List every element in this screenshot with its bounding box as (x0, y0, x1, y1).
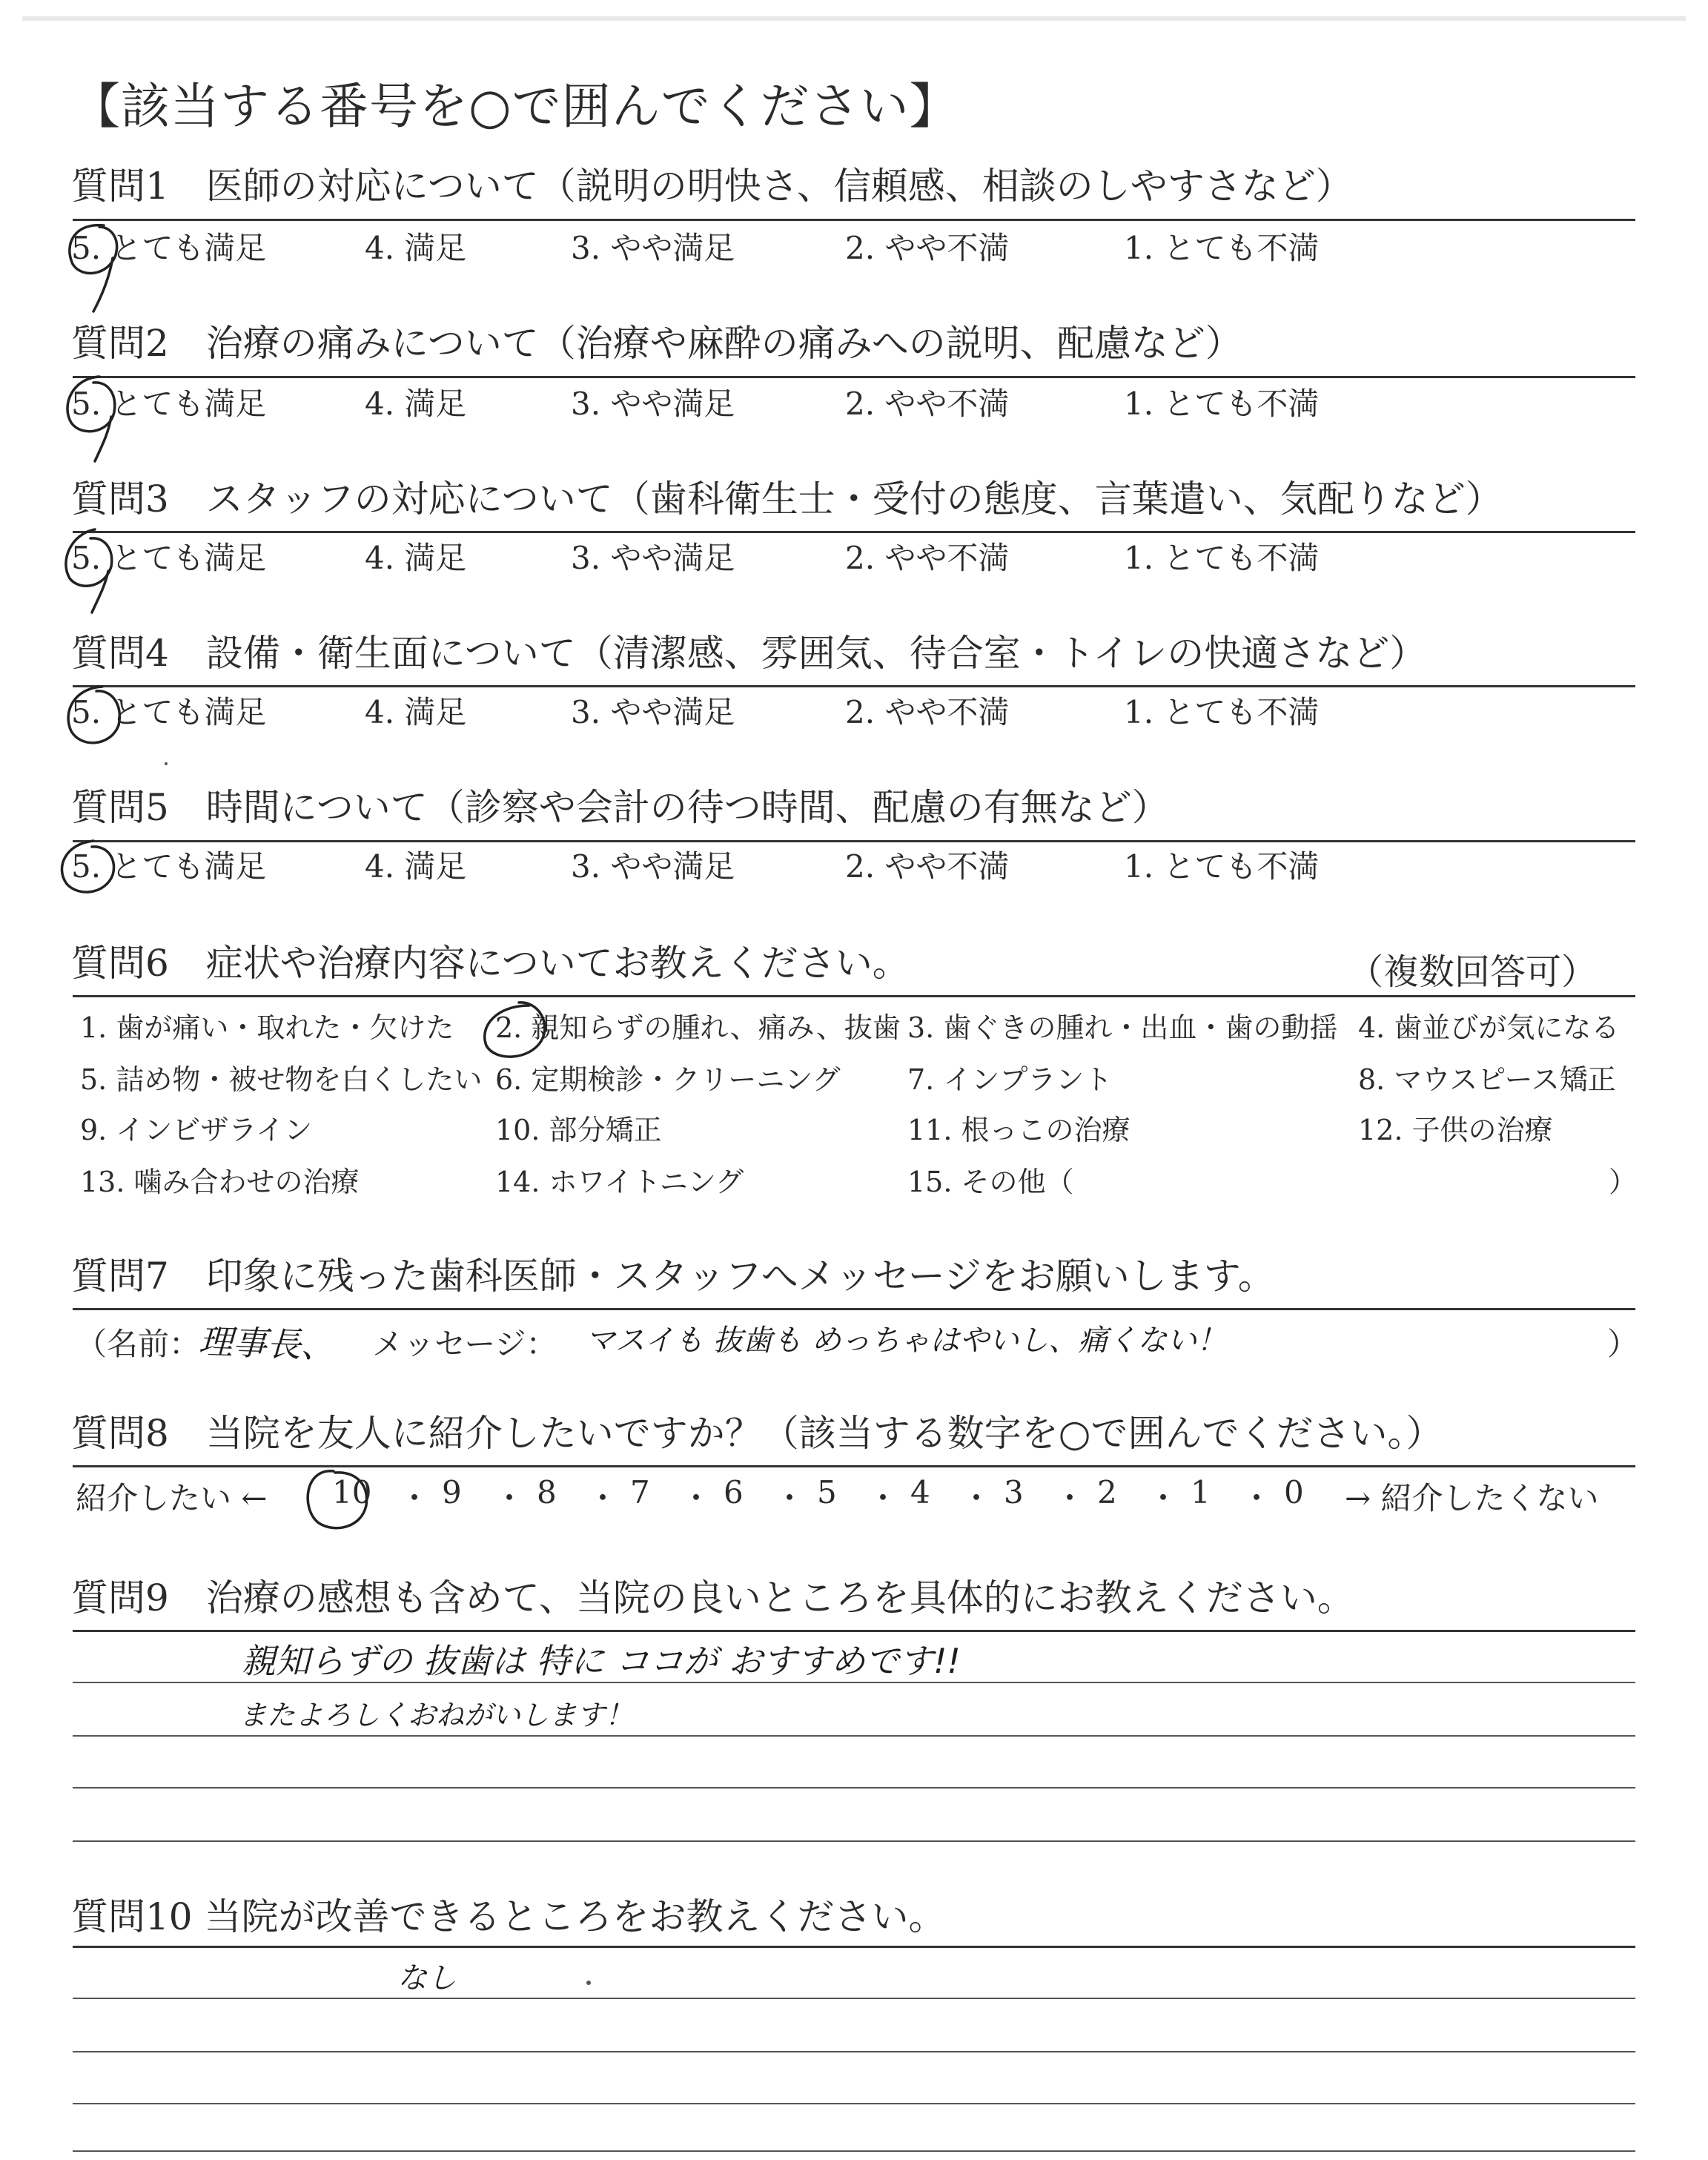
q8-right-label: → 紹介したくない (1345, 1480, 1599, 1516)
q8-dot: ・ (681, 1480, 712, 1516)
question-7-title: 質問7 印象に残った歯科医師・スタッフへメッセージをお願いします。 (71, 1255, 1275, 1298)
q6-item-15-close: ） (1609, 1166, 1638, 1198)
q7-message-label: メッセージ： (372, 1326, 557, 1362)
q1-option-5[interactable]: 5. とても満足 (71, 230, 267, 266)
q10-pen-dot (586, 1981, 591, 1985)
q2-option-2[interactable]: 2. やや不満 (845, 386, 1010, 422)
question-1-title: 質問1 医師の対応について（説明の明快さ、信頼感、相談のしやすさなど） (71, 165, 1353, 208)
q6-item-5[interactable]: 5. 詰め物・被せ物を白くしたい (80, 1063, 483, 1096)
q6-item-4[interactable]: 4. 歯並びが気になる (1358, 1011, 1620, 1044)
q2-option-3[interactable]: 3. やや満足 (571, 386, 735, 422)
q5-option-1[interactable]: 1. とても不満 (1124, 848, 1320, 885)
q8-dot: ・ (587, 1480, 619, 1516)
q3-option-3[interactable]: 3. やや満足 (571, 540, 735, 576)
q8-dot: ・ (774, 1480, 806, 1516)
q1-option-3[interactable]: 3. やや満足 (571, 230, 735, 266)
q2-option-4[interactable]: 4. 満足 (365, 386, 467, 422)
question-2-title: 質問2 治療の痛みについて（治療や麻酔の痛みへの説明、配慮など） (71, 322, 1242, 365)
question-2-rule (73, 376, 1635, 378)
question-9-rule (73, 1630, 1635, 1632)
question-6-title: 質問6 症状や治療内容についてお教えください。 (71, 942, 910, 985)
question-6-note: （複数回答可） (1347, 951, 1597, 993)
q8-scale-0[interactable]: 0 (1284, 1474, 1304, 1510)
q10-writing-line (73, 1998, 1635, 1999)
question-3-rule (73, 531, 1635, 533)
q3-option-4[interactable]: 4. 満足 (365, 540, 467, 576)
q7-message-handwriting: マスイも 抜歯も めっちゃはやいし、痛くない！ (586, 1324, 1227, 1358)
q6-item-8[interactable]: 8. マウスピース矯正 (1358, 1063, 1616, 1096)
q9-handwriting-line-2: またよろしくおねがいします！ (239, 1699, 634, 1731)
q7-name-label: （名前： (76, 1326, 201, 1362)
scan-edge (22, 16, 1686, 21)
q8-scale-4[interactable]: 4 (910, 1474, 930, 1510)
q3-option-5[interactable]: 5. とても満足 (71, 540, 267, 576)
question-5-title: 質問5 時間について（診察や会計の待つ時間、配慮の有無など） (71, 786, 1169, 829)
q8-dot: ・ (494, 1480, 526, 1516)
stray-pen-dot (165, 762, 168, 765)
q10-handwriting: なし (397, 1961, 457, 1995)
q8-dot: ・ (867, 1480, 899, 1516)
question-10-title: 質問10 当院が改善できるところをお教えください。 (71, 1895, 946, 1938)
q4-option-2[interactable]: 2. やや不満 (845, 694, 1010, 730)
q3-selection-tail (92, 571, 108, 612)
q6-item-11[interactable]: 11. 根っこの治療 (907, 1114, 1131, 1146)
question-5-rule (73, 840, 1635, 842)
q2-option-5[interactable]: 5. とても満足 (71, 386, 267, 422)
q6-item-2[interactable]: 2. 親知らずの腫れ、痛み、抜歯 (495, 1011, 901, 1044)
q4-option-4[interactable]: 4. 満足 (365, 694, 467, 730)
q8-scale-5[interactable]: 5 (817, 1474, 837, 1510)
question-7-rule (73, 1308, 1635, 1310)
question-8-title: 質問8 当院を友人に紹介したいですか？（該当する数字を○で囲んでください。） (71, 1412, 1443, 1455)
q6-item-7[interactable]: 7. インプラント (907, 1063, 1113, 1096)
q8-scale-9[interactable]: 9 (442, 1474, 462, 1510)
question-6-rule (73, 995, 1635, 997)
q10-writing-line (73, 2150, 1635, 2152)
q1-option-2[interactable]: 2. やや不満 (845, 230, 1010, 266)
q5-option-5[interactable]: 5. とても満足 (71, 848, 267, 885)
q10-writing-line (73, 2103, 1635, 2104)
q6-item-9[interactable]: 9. インビザライン (80, 1114, 313, 1146)
q8-scale-10[interactable]: 10 (332, 1474, 372, 1510)
q5-option-3[interactable]: 3. やや満足 (571, 848, 735, 885)
q2-selection-tail (95, 417, 111, 461)
q8-dot: ・ (1148, 1480, 1179, 1516)
q8-left-label: 紹介したい ← (76, 1480, 268, 1516)
q6-item-1[interactable]: 1. 歯が痛い・取れた・欠けた (80, 1011, 454, 1044)
q1-option-4[interactable]: 4. 満足 (365, 230, 467, 266)
q4-option-3[interactable]: 3. やや満足 (571, 694, 735, 730)
q2-option-1[interactable]: 1. とても不満 (1124, 386, 1320, 422)
q3-option-1[interactable]: 1. とても不満 (1124, 540, 1320, 576)
q9-handwriting-line-1: 親知らずの 抜歯は 特に ココが おすすめです!! (242, 1641, 961, 1681)
q1-option-1[interactable]: 1. とても不満 (1124, 230, 1320, 266)
q5-option-4[interactable]: 4. 満足 (365, 848, 467, 885)
page-title: 【該当する番号を○で囲んでください】 (71, 78, 959, 135)
q8-scale-8[interactable]: 8 (537, 1474, 557, 1510)
q8-dot: ・ (1241, 1480, 1273, 1516)
q6-item-15[interactable]: 15. その他（ (907, 1166, 1074, 1198)
q9-writing-line (73, 1787, 1635, 1789)
q7-close-paren: ） (1607, 1326, 1639, 1362)
q8-scale-7[interactable]: 7 (630, 1474, 650, 1510)
question-4-title: 質問4 設備・衛生面について（清潔感、雰囲気、待合室・トイレの快適さなど） (71, 632, 1427, 675)
q6-item-13[interactable]: 13. 噛み合わせの治療 (80, 1166, 360, 1198)
q6-item-10[interactable]: 10. 部分矯正 (495, 1114, 662, 1146)
question-4-rule (73, 685, 1635, 687)
q6-item-6[interactable]: 6. 定期検診・クリーニング (495, 1063, 841, 1096)
q7-name-handwriting: 理事長、 (198, 1321, 336, 1367)
q9-writing-line (73, 1735, 1635, 1737)
q8-dot: ・ (399, 1480, 431, 1516)
q8-scale-3[interactable]: 3 (1004, 1474, 1024, 1510)
question-3-title: 質問3 スタッフの対応について（歯科衛生士・受付の態度、言葉遣い、気配りなど） (71, 478, 1503, 521)
q10-writing-line (73, 2051, 1635, 2052)
q5-option-2[interactable]: 2. やや不満 (845, 848, 1010, 885)
q4-option-5[interactable]: 5. とても満足 (71, 694, 267, 730)
q8-scale-6[interactable]: 6 (724, 1474, 744, 1510)
q4-option-1[interactable]: 1. とても不満 (1124, 694, 1320, 730)
q8-dot: ・ (1054, 1480, 1086, 1516)
question-1-rule (73, 219, 1635, 221)
q6-item-12[interactable]: 12. 子供の治療 (1358, 1114, 1553, 1146)
q6-item-3[interactable]: 3. 歯ぐきの腫れ・出血・歯の動揺 (907, 1011, 1338, 1044)
q8-scale-1[interactable]: 1 (1191, 1474, 1211, 1510)
q8-scale-2[interactable]: 2 (1097, 1474, 1117, 1510)
question-10-rule (73, 1946, 1635, 1948)
q8-dot: ・ (961, 1480, 993, 1516)
question-8-rule (73, 1465, 1635, 1467)
q3-option-2[interactable]: 2. やや不満 (845, 540, 1010, 576)
q6-item-14[interactable]: 14. ホワイトニング (495, 1166, 744, 1198)
question-9-title: 質問9 治療の感想も含めて、当院の良いところを具体的にお教えください。 (71, 1576, 1354, 1619)
q9-writing-line (73, 1840, 1635, 1842)
